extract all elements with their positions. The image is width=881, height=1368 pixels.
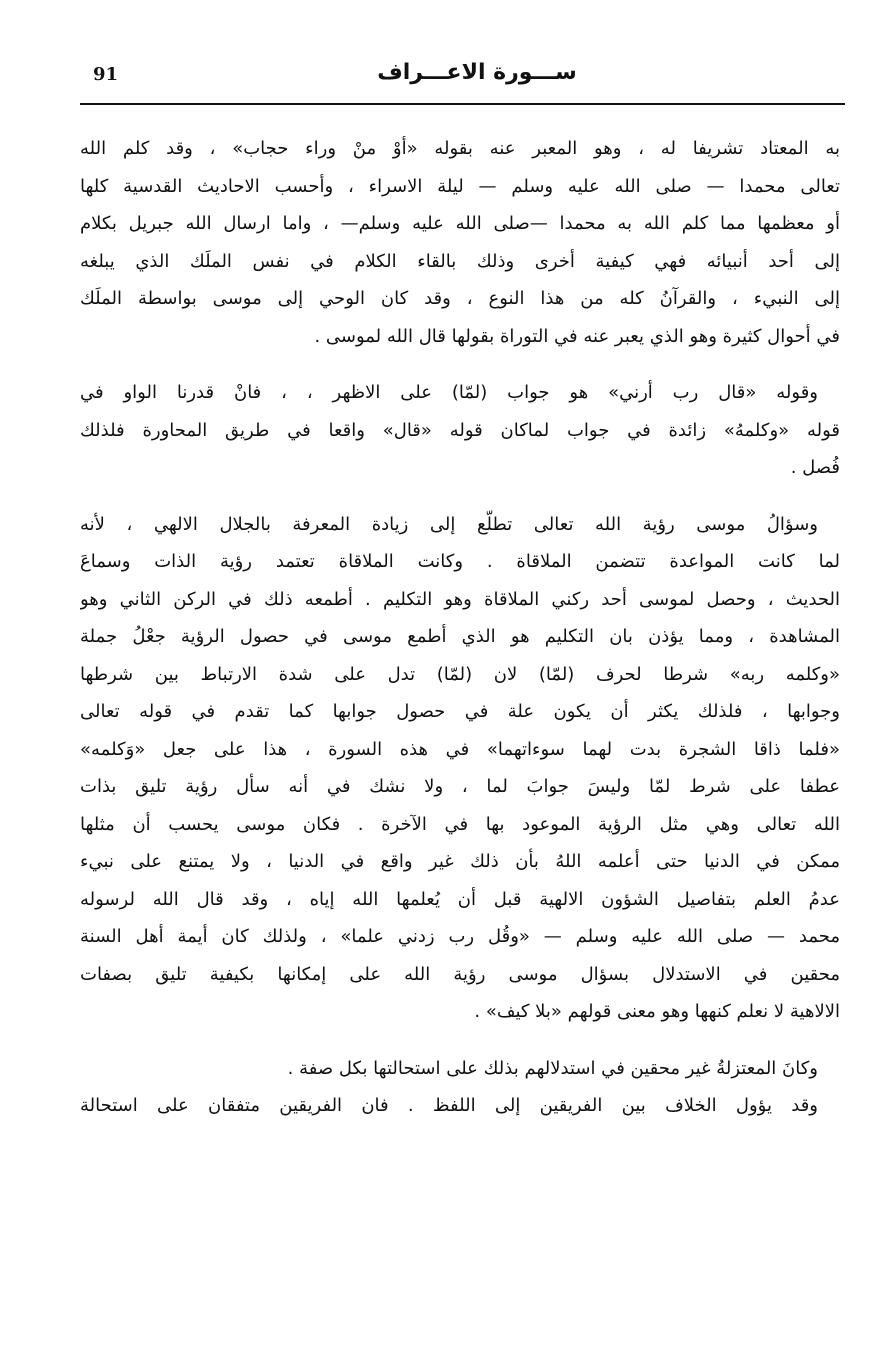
- text-line: تعالى محمدا — صلى الله عليه وسلم — ليلة الاسراء ، وأحسب الاحاديث القدسية كلها: [80, 175, 840, 197]
- paragraph-1: [80, 130, 840, 355]
- running-title: ســـورة الاعـــراف: [377, 60, 577, 85]
- page-number: 91: [93, 64, 119, 85]
- text-line: محقين في الاستدلال بسؤال موسى رؤية الله على إمكانها بكيفية تليق بصفات: [80, 963, 840, 985]
- text-line: «وكلمه ربه» شرطا لحرف (لمّا) لان (لمّا) تدل على شدة الارتباط بين شرطها: [80, 663, 840, 685]
- text-line: عطفا على شرط لمّا وليسَ جوابَ لما ، ولا نشك في أنه سأل رؤية تليق بذات: [80, 776, 840, 797]
- text-line: عدمُ العلم بتفاصيل الشؤون الالهية قبل أن يُعلمها الله إياه ، وقد قال الله لرسوله: [80, 888, 840, 910]
- text-line: الحديث ، وحصل لموسى أحد ركني الملاقاة وهو التكليم . أطمعه ذلك في الركن الثاني وهو: [80, 588, 840, 610]
- text-line: الله تعالى وهي مثل الرؤية الموعود بها في الآخرة . فكان موسى يحسب أن مثلها: [80, 813, 840, 835]
- text-line: لما كانت المواعدة تتضمن الملاقاة . وكانت الملاقاة تعتمد رؤية الذات وسماعَ: [80, 551, 840, 572]
- header-rule: [80, 103, 845, 105]
- text-line: قوله «وكلمهُ» زائدة في جواب لماكان قوله «قال» واقعا في طريق المحاورة فلذلك: [80, 419, 840, 441]
- text-line: فُصل .: [790, 457, 840, 478]
- text-line: وكانَ المعتزلةُ غير محقين في استدلالهم بذلك على استحالتها بكل صفة .: [287, 1057, 818, 1079]
- text-line: وجوابها ، فلذلك يكثر أن يكون علة في حصول جوابها كما تقدم في قوله تعالى: [80, 701, 840, 722]
- text-line: «فلما ذاقا الشجرة بدت لهما سوءاتهما» في هذه السورة ، هذا على جعل «وَكلمه»: [80, 738, 840, 760]
- text-line: في أحوال كثيرة وهو الذي يعبر عنه في التوراة بقولها قال الله لموسى .: [314, 325, 840, 347]
- text-line: إلى أحد أنبيائه فهي كيفية أخرى وذلك بالقاء الكلام في نفس الملَك الذي يبلغه: [80, 250, 840, 272]
- text-line: المشاهدة ، ومما يؤذن بان التكليم هو الذي أطمع موسى في حصول الرؤية جعْلُ جملة: [80, 626, 840, 647]
- text-line: وقد يؤول الخلاف بين الفريقين إلى اللفظ . فان الفريقين متفقان على استحالة: [80, 1095, 818, 1116]
- page-body: [80, 130, 840, 1125]
- text-line: أو معظمها مما كلم الله به محمدا —صلى الله عليه وسلم— ، واما ارسال الله جبريل بكلام: [80, 213, 840, 234]
- text-line: به المعتاد تشريفا له ، وهو المعبر عنه بقوله «أوْ منْ وراء حجاب» ، وقد كلم الله: [80, 138, 840, 159]
- page-header: [87, 58, 847, 92]
- text-line: وقوله «قال رب أرني» هو جواب (لمّا) على الاظهر ، ، فانْ قدرنا الواو في: [80, 382, 818, 403]
- paragraph-2: [80, 374, 840, 487]
- text-line: الالاهية لا نعلم كنهها وهو معنى قولهم «بلا كيف» .: [474, 1001, 840, 1022]
- paragraph-4: [80, 1050, 840, 1125]
- text-line: محمد — صلى الله عليه وسلم — «وقُل رب زدني علما» ، ولذلك كان أيمة أهل السنة: [80, 926, 840, 947]
- paragraph-3: [80, 506, 840, 1031]
- text-line: إلى النبيء ، والقرآنُ كله من هذا النوع ، وقد كان الوحي إلى موسى بواسطة الملَك: [80, 288, 840, 309]
- text-line: ممكن في الدنيا حتى أعلمه اللهُ بأن ذلك غير واقع في الدنيا ، ولا يمتنع على نبيء: [80, 851, 840, 872]
- text-line: وسؤالُ موسى رؤية الله تعالى تطلّع إلى زيادة المعرفة بالجلال الالهي ، لأنه: [80, 513, 818, 535]
